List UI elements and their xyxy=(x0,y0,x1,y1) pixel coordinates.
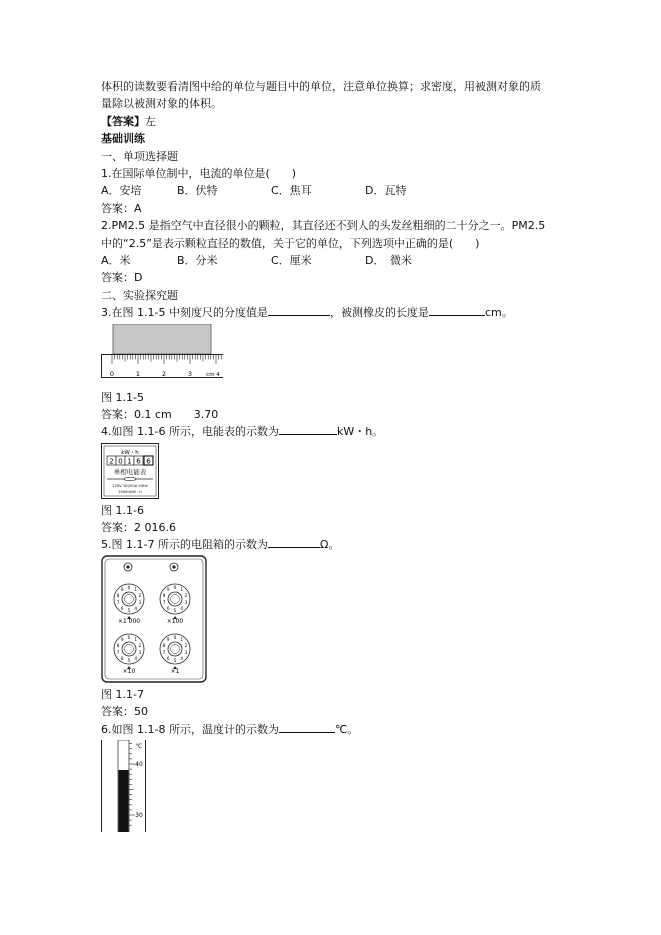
q4-answer: 答案：2 016.6 xyxy=(101,520,176,534)
q5-stem xyxy=(101,536,571,553)
meter-digit-3: 1 xyxy=(127,457,132,465)
q6-stem-a: 6.如图 1.1-8 所示，温度计的示数为 xyxy=(101,722,279,736)
q1-option-b: B．伏特 xyxy=(177,184,218,198)
q4-stem-a: 4.如图 1.1-6 所示，电能表的示数为 xyxy=(101,425,279,439)
dial-number: 9 xyxy=(120,587,124,593)
dial-number: 7 xyxy=(162,650,166,656)
eraser xyxy=(113,324,211,354)
dial-number: 8 xyxy=(162,593,166,599)
thermometer-ticks xyxy=(129,744,135,826)
q4-caption: 图 1.1-6 xyxy=(101,503,144,517)
resistance-box-figure xyxy=(101,555,207,683)
dial-number: 1 xyxy=(134,637,138,643)
dial-number: 7 xyxy=(116,600,120,606)
q5-answer: 答案：50 xyxy=(101,705,148,719)
q4-stem-b: kW・h。 xyxy=(336,425,384,439)
q3-stem-c: cm。 xyxy=(484,306,513,320)
part2-title: 二、实验探究题 xyxy=(101,288,178,302)
meter-unit: kW・h xyxy=(121,449,139,456)
answer-block xyxy=(101,113,571,130)
dial-number: 2 xyxy=(184,593,188,599)
dial-knob xyxy=(168,592,182,606)
dial-number: 6 xyxy=(120,606,124,612)
intro-line-1: 体积的读数要看清图中给的单位与题目中的单位，注意单位换算；求密度，用被测对象的质 xyxy=(101,80,541,93)
meter-rotor xyxy=(124,477,136,480)
dial-knob xyxy=(122,592,136,606)
meter-name: 单相电能表 xyxy=(113,467,147,476)
dial-knob xyxy=(122,642,136,656)
dial-number: 6 xyxy=(166,606,170,612)
meter-digit-1: 2 xyxy=(109,457,114,465)
terminal-left xyxy=(124,563,132,571)
q1-option-c: C．焦耳 xyxy=(271,184,312,198)
q3-blank-2 xyxy=(429,305,485,316)
dial-number: 9 xyxy=(166,637,170,643)
dial-number: 7 xyxy=(162,600,166,606)
section-title: 基础训练 xyxy=(101,132,145,146)
meter-spec-2: 2500r/kW・h xyxy=(118,489,142,494)
q6-stem-b: ℃。 xyxy=(334,722,359,736)
q1-stem: 1.在国际单位制中，电流的单位是( ) xyxy=(101,167,297,181)
dial-number: 5 xyxy=(127,608,131,614)
q3-stem-a: 3.在图 1.1-5 中刻度尺的分度值是 xyxy=(101,306,268,320)
thermometer-label-40: 40 xyxy=(135,761,143,769)
dial-number: 1 xyxy=(180,637,184,643)
dial-number: 8 xyxy=(116,643,120,649)
dial-number: 5 xyxy=(127,658,131,664)
thermometer-figure xyxy=(101,740,149,832)
multiplier-1: ×1 xyxy=(170,668,180,676)
dial-number: 1 xyxy=(180,587,184,593)
dial-number: 5 xyxy=(173,658,177,664)
q3-answer: 答案：0.1 cm 3.70 xyxy=(101,407,219,421)
ruler-label-0: 0 xyxy=(109,369,115,378)
q5-caption: 图 1.1-7 xyxy=(101,688,144,702)
q5-stem-a: 5.图 1.1-7 所示的电阻箱的示数为 xyxy=(101,537,268,551)
q6-blank xyxy=(279,722,335,733)
q5-blank xyxy=(268,537,320,548)
q3-stem-b: ，被测橡皮的长度是 xyxy=(329,306,429,320)
q1-option-a: A．安培 xyxy=(101,184,142,198)
q6-stem xyxy=(101,721,571,738)
q1-answer: 答案：A xyxy=(101,201,142,215)
dial-number: 6 xyxy=(166,656,170,662)
dial-number: 3 xyxy=(138,600,142,606)
intro-line-2: 量除以被测对象的体积。 xyxy=(101,97,222,111)
meter-spec-1: 220V 10(20)A 50Hz xyxy=(112,483,148,488)
meter-digit-5: 6 xyxy=(146,457,151,465)
q2-answer: 答案：D xyxy=(101,271,143,285)
dial-number: 5 xyxy=(173,608,177,614)
ruler-label-1: 1 xyxy=(135,369,141,378)
multiplier-1000: ×1 000 xyxy=(117,618,141,626)
q2-stem-line-2: 中的“2.5”是表示颗粒直径的数值，关于它的单位，下列选项中正确的是( ) xyxy=(101,236,480,250)
dial-number: 7 xyxy=(116,650,120,656)
ruler-label-2: 2 xyxy=(161,369,167,378)
energy-meter-figure xyxy=(101,443,159,499)
mercury-column xyxy=(119,770,129,832)
meter-digit-row xyxy=(107,456,153,466)
dial-number: 3 xyxy=(184,650,188,656)
dial-number: 3 xyxy=(184,600,188,606)
dial-number: 2 xyxy=(184,643,188,649)
meter-digit-2: 0 xyxy=(118,457,123,465)
ruler-label-3: 3 xyxy=(187,369,193,378)
dial-number: 8 xyxy=(162,643,166,649)
dial-number: 0 xyxy=(173,635,177,641)
q2-option-d: D． 微米 xyxy=(365,254,412,268)
dial-number: 0 xyxy=(127,635,131,641)
dial-number: 4 xyxy=(134,606,138,612)
dial-number: 4 xyxy=(134,656,138,662)
ruler-label-4: cm 4 xyxy=(206,371,220,378)
part1-title: 一、单项选择题 xyxy=(101,149,178,163)
dial-number: 9 xyxy=(120,637,124,643)
dial-number: 8 xyxy=(116,593,120,599)
q2-option-c: C．厘米 xyxy=(271,254,312,268)
dial-number: 6 xyxy=(120,656,124,662)
dial-number: 4 xyxy=(180,656,184,662)
dial-number: 0 xyxy=(127,585,131,591)
dial-number: 3 xyxy=(138,650,142,656)
dial-number: 0 xyxy=(173,585,177,591)
q4-stem xyxy=(101,423,571,440)
q3-caption: 图 1.1-5 xyxy=(101,390,144,404)
document-page xyxy=(101,78,571,835)
q2-stem-line-1: 2.PM2.5 是指空气中直径很小的颗粒，其直径还不到人的头发丝粗细的二十分之一。PM2.5 xyxy=(101,219,546,233)
dial-number: 4 xyxy=(180,606,184,612)
q1-options xyxy=(101,182,571,199)
q3-blank-1 xyxy=(268,305,330,316)
q3-stem xyxy=(101,304,571,321)
dial-knob xyxy=(168,642,182,656)
dial-number: 9 xyxy=(166,587,170,593)
q4-blank xyxy=(279,424,337,435)
q2-option-a: A．米 xyxy=(101,254,131,268)
dial-number: 1 xyxy=(134,587,138,593)
answer-value: 左 xyxy=(145,114,156,128)
terminal-right xyxy=(170,563,178,571)
q5-stem-b: Ω。 xyxy=(319,537,340,551)
meter-digit-4: 6 xyxy=(136,457,141,465)
ruler-figure xyxy=(101,324,225,386)
q1-option-d: D．瓦特 xyxy=(365,184,407,198)
multiplier-10: ×10 xyxy=(122,668,136,676)
answer-label: 【答案】 xyxy=(101,114,145,128)
thermometer-unit: ℃ xyxy=(135,743,143,751)
q2-options xyxy=(101,252,571,269)
thermometer-label-30: 30 xyxy=(135,812,143,820)
dial-number: 2 xyxy=(138,593,142,599)
q2-option-b: B．分米 xyxy=(177,254,218,268)
dial-number: 2 xyxy=(138,643,142,649)
multiplier-100: ×100 xyxy=(166,618,184,626)
ruler-ticks xyxy=(112,355,221,364)
